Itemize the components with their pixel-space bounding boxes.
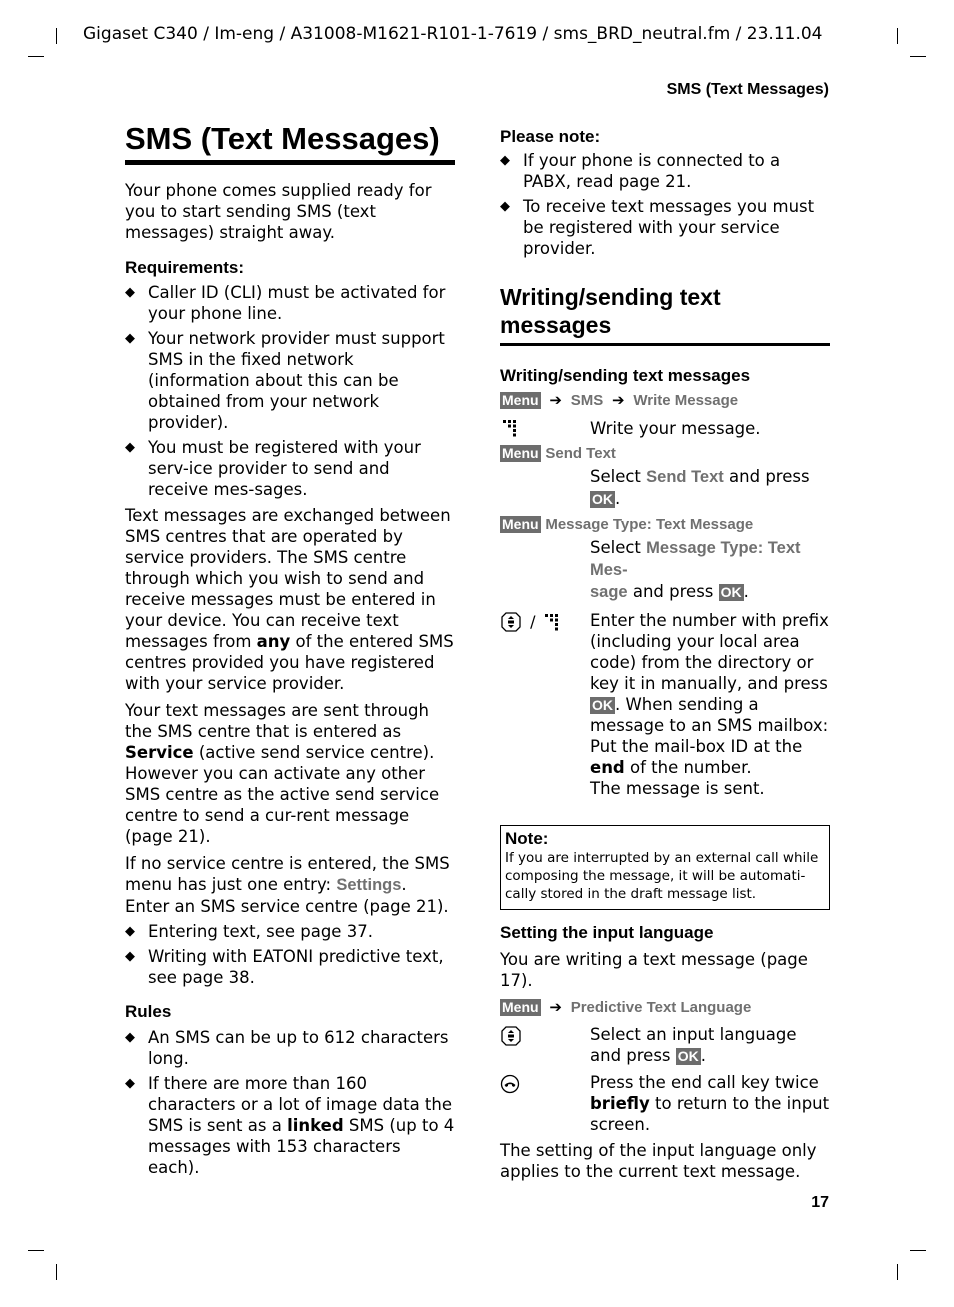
crop-mark (897, 28, 898, 44)
menu-path-write: Menu ➔ SMS ➔ Write Message (502, 391, 739, 409)
control-key-icon (500, 611, 522, 633)
end-call-key-icon (500, 1074, 520, 1094)
list-item: ◆ If there are more than 160 characters or a lot of image data the SMS is sent as a linked SMS (up to 4 messages with 153 characters each). (125, 1074, 455, 1177)
requirements-heading: Requirements: (125, 258, 245, 277)
keypad-icon (502, 419, 518, 437)
closing-paragraph: The setting of the input language only applies to the current text message. (500, 1141, 817, 1181)
list-item: ◆ Writing with EATONI predictive text, see page 38. (125, 947, 444, 987)
list-item: ◆ Caller ID (CLI) must be activated for your phone line. (125, 283, 446, 323)
arrow-icon: ➔ (549, 391, 562, 409)
paragraph-no-service: If no service centre is entered, the SMS menu has just one entry: Settings. Enter an SMS service centre (page 21). (125, 854, 450, 916)
subheading-writing: Writing/sending text messages (500, 366, 751, 385)
ok-key: OK (592, 697, 613, 713)
paragraph-sms-centres: Text messages are exchanged between SMS centres that are operated by service providers. The SMS centre through which you wish to send and receive messages must be entered in your device. You can receive text messages from any of the entered SMS centres provided you have registered with your service provider. (125, 506, 454, 693)
control-key-icon (500, 1025, 522, 1047)
arrow-icon: ➔ (612, 391, 625, 409)
crop-mark (28, 56, 44, 57)
paragraph-service: Your text messages are sent through the SMS centre that is entered as Service (active send service centre). However you can activate any other SMS centre as the active send service centre to send a cur-rent message (page 21). (125, 701, 440, 846)
keypad-icon (544, 613, 560, 631)
please-note-heading: Please note: (500, 127, 601, 146)
note-body: If you are interrupted by an external call while composing the message, it will be automati-cally stored in the draft message list. (505, 850, 819, 902)
arrow-icon: ➔ (549, 998, 562, 1016)
crop-mark (910, 56, 926, 57)
step-end-call: Press the end call key twice briefly to return to the input screen. (500, 1072, 830, 1135)
menu-key: Menu (502, 999, 539, 1015)
menu-path-send: Menu Send Text (502, 445, 616, 462)
crop-mark (28, 1250, 44, 1251)
note-title: Note: (505, 829, 549, 848)
step-select-language: Select an input language and press OK . (500, 1024, 830, 1066)
running-title: SMS (Text Messages) (666, 81, 829, 98)
crop-mark (56, 1264, 57, 1280)
list-item: ◆ You must be registered with your serv-ice provider to send and receive mes-sages. (125, 438, 421, 499)
list-item: ◆ Entering text, see page 37. (125, 922, 373, 941)
crop-mark (910, 1250, 926, 1251)
menu-path-language: Menu ➔ Predictive Text Language (502, 998, 752, 1016)
step-send: Select Send Text and press OK . (590, 467, 810, 508)
step-number: / Enter the number with prefix (including your local area code) from the directory or key it in manually, and press OK . When sending a message to an SMS mailbox: Put the mail-box ID at the end of the number. The message is sent. (500, 610, 830, 799)
rules-heading: Rules (125, 1002, 172, 1021)
list-item: ◆ To receive text messages you must be registered with your service provider. (500, 197, 815, 258)
ok-key: OK (592, 491, 613, 507)
subheading-language: Setting the input language (500, 923, 714, 942)
step-write: Write your message. (500, 418, 830, 439)
section-rule (500, 343, 830, 346)
list-item: ◆ If your phone is connected to a PABX, read page 21. (500, 151, 781, 191)
section-title: Writing/sending text messages (500, 284, 721, 338)
file-info-line: Gigaset C340 / Im-eng / A31008-M1621-R101-1-7619 / sms_BRD_neutral.fm / 23.11.04 (83, 24, 823, 44)
right-column (500, 127, 830, 1182)
menu-key: Menu (502, 392, 539, 408)
ok-key: OK (720, 584, 742, 600)
page-number: 17 (811, 1194, 829, 1211)
writing-line: You are writing a text message (page 17). (500, 950, 808, 990)
ok-key: OK (677, 1048, 699, 1064)
crop-mark (56, 28, 57, 44)
list-item: ◆ Your network provider must support SMS in the fixed network (information about this can be obtained from your network provider). (125, 329, 445, 432)
menu-key: Menu (502, 516, 539, 532)
left-column (125, 120, 455, 1178)
menu-path-type: Menu Message Type: Text Message (502, 516, 754, 533)
intro-paragraph: Your phone comes supplied ready for you to start sending SMS (text messages) straight away. (125, 181, 432, 242)
page-title: SMS (Text Messages) (125, 121, 440, 156)
list-item: ◆ An SMS can be up to 612 characters long. (125, 1028, 449, 1068)
crop-mark (897, 1264, 898, 1280)
step-type: Select Message Type: Text Mes- sage and press OK . (590, 538, 801, 601)
title-rule (125, 160, 455, 165)
note-box (500, 825, 830, 910)
menu-key: Menu (502, 445, 539, 461)
